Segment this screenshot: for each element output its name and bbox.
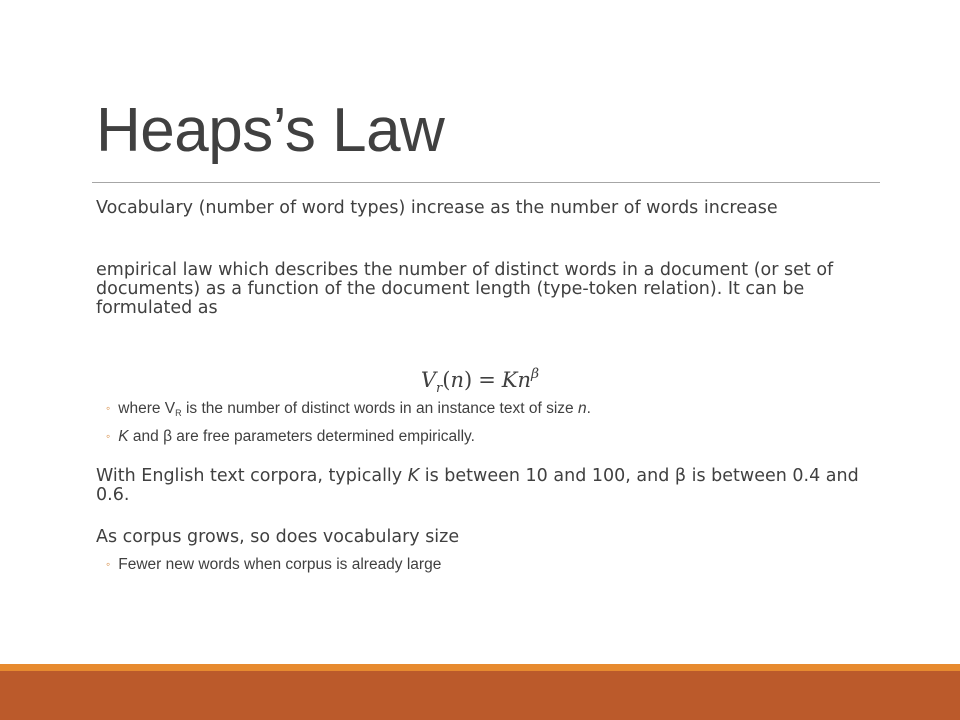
slide-title: Heaps’s Law xyxy=(96,96,445,165)
formula-v-subscript: r xyxy=(436,381,443,396)
formula-n: n xyxy=(517,368,532,392)
paragraph-text: is between 10 and 100, and β is between 0.4 and 0.6. xyxy=(96,466,859,505)
formula-equals: = xyxy=(478,368,496,392)
footer-bar xyxy=(0,671,960,720)
formula-exponent: β xyxy=(531,366,540,382)
bullet-fewer-new-words xyxy=(106,555,441,574)
bullet-period: . xyxy=(586,400,591,417)
bullet-marker: ◦ xyxy=(106,401,111,415)
bullet-free-parameters xyxy=(106,427,475,446)
formula-arg: n xyxy=(450,368,464,392)
bullet-vr-definition xyxy=(106,399,591,422)
formula-k: K xyxy=(501,368,518,392)
paragraph-empirical-law: empirical law which describes the number of distinct words in a document (or set of documents) as a function of the document length (type-token relation). It can be formulated as xyxy=(96,260,834,318)
bullet-text: where V xyxy=(118,400,176,417)
bullet-text: and β are free parameters determined empirically. xyxy=(128,428,475,445)
formula-v: V xyxy=(420,368,437,392)
bullet-text: is the number of distinct words in an instance text of size xyxy=(181,400,578,417)
formula-paren-close: ) xyxy=(463,368,473,392)
paragraph-italic-k: K xyxy=(407,466,420,486)
paragraph-english-corpora xyxy=(96,467,876,505)
paragraph-text: With English text corpora, typically xyxy=(96,466,408,486)
bullet-italic-k: K xyxy=(118,428,129,445)
paragraph-vocabulary: Vocabulary (number of word types) increase as the number of words increase xyxy=(96,198,778,218)
bullet-marker: ◦ xyxy=(106,557,111,571)
bullet-subscript: R xyxy=(175,408,182,418)
bullet-italic-n: n xyxy=(577,400,587,417)
formula-paren-open: ( xyxy=(442,368,451,392)
title-divider xyxy=(92,182,880,183)
bullet-marker: ◦ xyxy=(106,429,111,443)
heaps-law-formula xyxy=(0,366,960,396)
bullet-text: Fewer new words when corpus is already large xyxy=(118,556,442,573)
footer-accent-line xyxy=(0,664,960,671)
paragraph-corpus-grows: As corpus grows, so does vocabulary size xyxy=(96,527,460,547)
